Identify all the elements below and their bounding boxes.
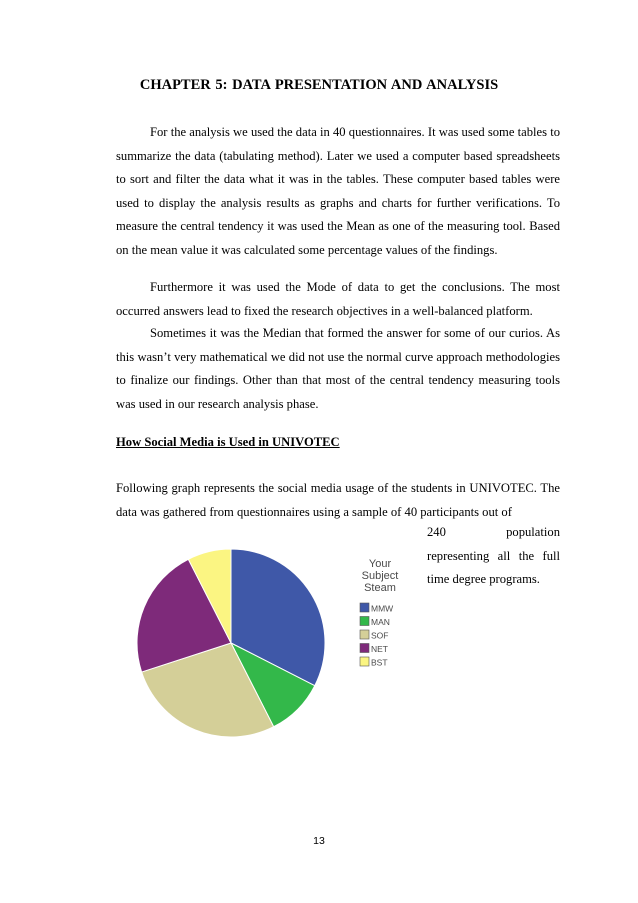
section-title: How Social Media is Used in UNIVOTEC bbox=[116, 435, 340, 449]
legend-swatch-sof bbox=[360, 630, 369, 639]
legend-label-bst: BST bbox=[371, 657, 388, 668]
side-text-line-1: 240 population representing all the full bbox=[427, 525, 560, 563]
legend-label-man: MAN bbox=[371, 617, 390, 627]
pie-chart bbox=[112, 544, 412, 764]
legend-title-line-3: Steam bbox=[364, 582, 396, 594]
paragraph-social-media: Following graph represents the social media usage of the students in UNIVOTEC. The data was gathered from questionnaires using a sample of 40 participants out of bbox=[116, 481, 560, 519]
legend-label-sof: SOF bbox=[371, 630, 389, 641]
legend-title-line-1: Your bbox=[368, 558, 392, 570]
legend-swatch-bst bbox=[360, 657, 369, 666]
page-number: 13 bbox=[313, 835, 325, 847]
side-text-line-2: time degree programs. bbox=[427, 572, 540, 587]
legend-title-line-2: Subject bbox=[361, 570, 399, 582]
legend-swatch-mmw bbox=[360, 603, 369, 612]
paragraph-side-text bbox=[427, 521, 560, 592]
legend-swatch-man bbox=[360, 617, 369, 626]
paragraph-analysis-method: For the analysis we used the data in 40 questionnaires. It was used some tables to summarize the data (tabulating method). Later we used a computer based spreadsheets to sort and filter the data what it was in the tables. These computer based tables were used to display the analysis results as graphs and charts for further verifications. To measure the central tendency it was used the Mean as one of the measuring tool. Based on the mean value it was calculated some percentage values of the findings. bbox=[116, 125, 560, 257]
chapter-heading: CHAPTER 5: DATA PRESENTATION AND ANALYSIS bbox=[139, 77, 499, 93]
paragraph-mode: Furthermore it was used the Mode of data to get the conclusions. The most occurred answers lead to fixed the research objectives in a well-balanced platform. bbox=[116, 280, 560, 318]
legend-swatch-net bbox=[360, 644, 369, 653]
legend-label-mmw: MMW bbox=[371, 603, 394, 614]
chart-legend bbox=[360, 558, 398, 668]
legend-label-net: NET bbox=[371, 644, 388, 654]
pie-slices bbox=[137, 549, 325, 737]
paragraph-median: Sometimes it was the Median that formed the answer for some of our curios. As this wasn’t very mathematical we did not use the normal curve approach methodologies to finalize our findings. Other than that most of the central tendency measuring tools was used in our research analysis phase. bbox=[116, 326, 560, 411]
